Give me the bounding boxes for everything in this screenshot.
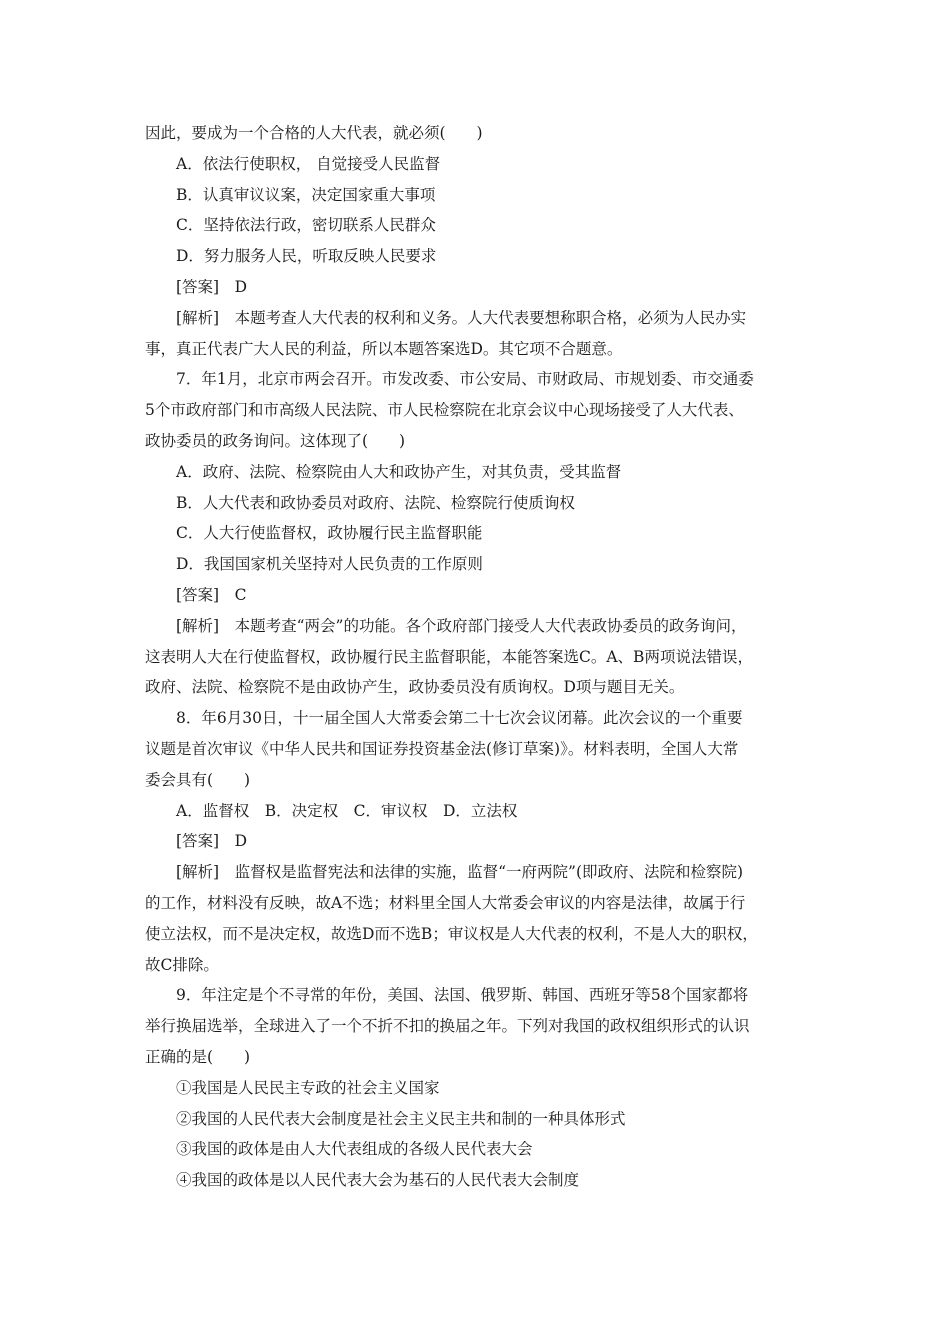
q9-stem-line-3: 正确的是( )	[145, 1047, 251, 1066]
q7-option-a: A．政府、法院、检察院由人大和政协产生，对其负责，受其监督	[176, 462, 622, 481]
q6-option-b: B．认真审议议案，决定国家重大事项	[176, 185, 436, 204]
q8-analysis-line-3: 使立法权，而不是决定权，故选D而不选B；审议权是人大代表的权利，不是人大的职权，	[145, 924, 758, 943]
document-page	[145, 118, 817, 1196]
q9-stem-line-1: 9．年注定是个不寻常的年份，美国、法国、俄罗斯、韩国、西班牙等58个国家都将	[176, 986, 749, 1005]
q8-stem-line-1: 8．年6月30日，十一届全国人大常委会第二十七次会议闭幕。此次会议的一个重要	[176, 709, 743, 728]
q7-option-d: D．我国国家机关坚持对人民负责的工作原则	[176, 555, 483, 574]
q7-analysis-line-3: 政府、法院、检察院不是由政协产生，政协委员没有质询权。D项与题目无关。	[145, 678, 685, 697]
q8-analysis-line-1: [解析] 监督权是监督宪法和法律的实施，监督“一府两院”(即政府、法院和检察院)	[176, 863, 744, 882]
q7-analysis-line-1: [解析] 本题考查“两会”的功能。各个政府部门接受人大代表政协委员的政务询问，	[176, 616, 747, 635]
q7-stem-line-2: 5个市政府部门和市高级人民法院、市人民检察院在北京会议中心现场接受了人大代表、	[145, 401, 744, 420]
q6-option-a: A．依法行使职权， 自觉接受人民监督	[176, 154, 441, 173]
q6-analysis-line-2: 事，真正代表广大人民的利益，所以本题答案选D。其它项不合题意。	[145, 339, 623, 358]
q8-answer: [答案] D	[176, 832, 248, 851]
q7-analysis-line-2: 这表明人大在行使监督权，政协履行民主监督职能，本能答案选C。A、B两项说法错误，	[145, 647, 753, 666]
q6-analysis-line-1: [解析] 本题考查人大代表的权利和义务。人大代表要想称职合格，必须为人民办实	[176, 308, 747, 327]
q9-statement-2: ②我国的人民代表大会制度是社会主义民主共和制的一种具体形式	[176, 1109, 626, 1128]
q9-statement-3: ③我国的政体是由人大代表组成的各级人民代表大会	[176, 1140, 533, 1159]
q8-stem-line-3: 委会具有( )	[145, 770, 251, 789]
q6-option-c: C．坚持依法行政，密切联系人民群众	[176, 216, 436, 235]
q9-stem-line-2: 举行换届选举，全球进入了一个不折不扣的换届之年。下列对我国的政权组织形式的认识	[145, 1017, 750, 1036]
q7-answer: [答案] C	[176, 585, 247, 604]
q6-stem-tail: 因此，要成为一个合格的人大代表，就必须( )	[145, 124, 483, 142]
q7-stem-line-3: 政协委员的政务询问。这体现了( )	[145, 431, 406, 450]
q8-options: A．监督权 B．决定权 C．审议权 D．立法权	[176, 801, 518, 820]
q7-option-c: C．人大行使监督权，政协履行民主监督职能	[176, 524, 483, 543]
q6-option-d: D．努力服务人民，听取反映人民要求	[176, 247, 437, 266]
q7-stem-line-1: 7．年1月，北京市两会召开。市发改委、市公安局、市财政局、市规划委、市交通委	[176, 370, 754, 389]
q8-analysis-line-2: 的工作，材料没有反映，故A不选；材料里全国人大常委会审议的内容是法律，故属于行	[145, 893, 746, 912]
q8-stem-line-2: 议题是首次审议《中华人民共和国证券投资基金法(修订草案)》。材料表明，全国人大常	[145, 739, 739, 758]
q8-analysis-line-4: 故C排除。	[145, 955, 219, 974]
q7-option-b: B．人大代表和政协委员对政府、法院、检察院行使质询权	[176, 493, 575, 512]
q6-answer: [答案] D	[176, 277, 248, 296]
q9-statement-4: ④我国的政体是以人民代表大会为基石的人民代表大会制度	[176, 1171, 580, 1190]
q9-statement-1: ①我国是人民民主专政的社会主义国家	[176, 1078, 440, 1097]
